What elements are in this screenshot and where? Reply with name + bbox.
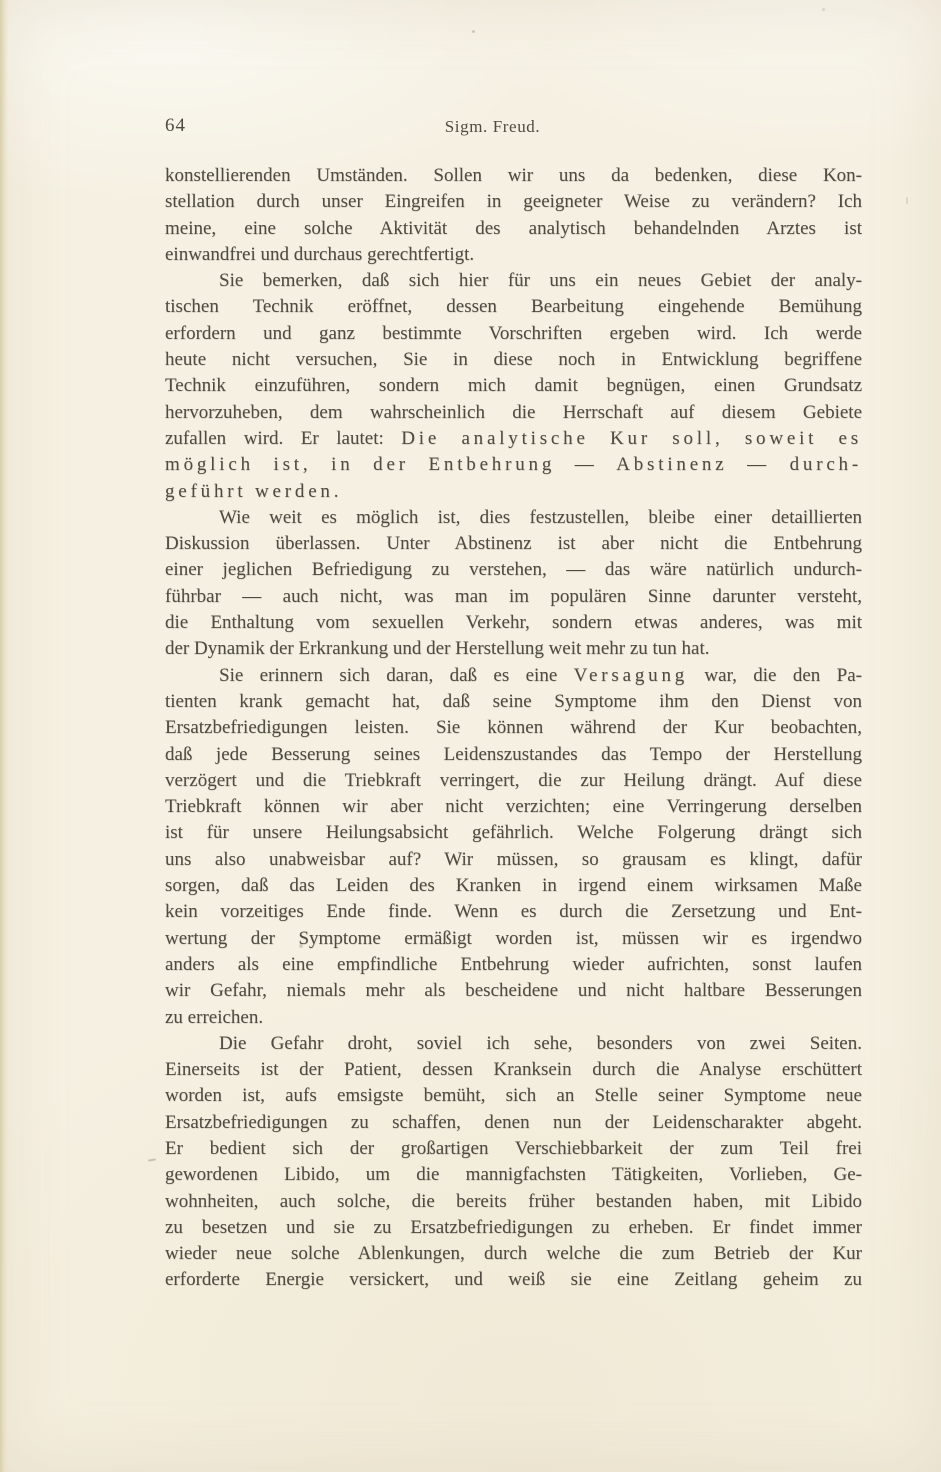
text-segment: zufallen wird. Er lautet: <box>165 427 402 449</box>
text-line <box>165 1083 862 1109</box>
text-segment: sorgen, daß das Leiden des Kranken in irgend einem wirksamen Maße <box>165 875 862 897</box>
text-line <box>165 1189 862 1215</box>
text-line <box>165 189 862 215</box>
letterspaced-emphasis-text: möglich ist, in der Entbehrung — Abstinenz — durch- <box>165 454 862 476</box>
text-segment: stellation durch unser Eingreifen in geeigneter Weise zu verändern? Ich <box>165 191 862 213</box>
text-line <box>165 689 862 715</box>
paragraph <box>165 505 862 663</box>
letterspaced-emphasis-text: geführt werden. <box>165 480 343 502</box>
text-segment: führbar — auch nicht, was man im populären Sinne darunter versteht, <box>165 585 862 607</box>
running-head: Sigm. Freud. <box>444 117 541 136</box>
text-segment: ist für unsere Heilungsabsicht gefährlich. Welche Folgerung drängt sich <box>165 822 862 844</box>
text-segment: gewordenen Libido, um die mannigfachsten Tätigkeiten, Vorlieben, Ge- <box>165 1164 862 1186</box>
text-line <box>165 715 862 741</box>
paper-speck <box>148 1158 156 1161</box>
letterspaced-emphasis-text: Die analytische Kur soll, soweit es <box>401 427 862 449</box>
text-line <box>165 952 862 978</box>
text-line <box>165 1031 862 1057</box>
text-segment: daß jede Besserung seines Leidenszustandes das Tempo der Herstellung <box>165 743 862 765</box>
text-segment: kein vorzeitiges Ende finde. Wenn es durch die Zersetzung und Ent- <box>165 901 862 923</box>
text-segment: der Dynamik der Erkrankung und der Herstellung weit mehr zu tun hat. <box>165 638 710 660</box>
text-line <box>165 426 862 452</box>
paragraph <box>165 1031 862 1294</box>
text-line <box>165 242 862 268</box>
text-line <box>165 820 862 846</box>
text-line <box>165 584 862 610</box>
text-line <box>165 1136 862 1162</box>
text-line <box>165 1057 862 1083</box>
text-segment: Die Gefahr droht, soviel ich sehe, besonders von zwei Seiten. <box>219 1032 862 1054</box>
text-line <box>165 926 862 952</box>
text-segment: zu erreichen. <box>165 1006 264 1028</box>
text-segment: wertung der Symptome ermäßigt worden ist, müssen wir es irgendwo <box>165 927 862 949</box>
text-line <box>165 347 862 373</box>
paper-speck <box>299 944 303 948</box>
text-line <box>165 663 862 689</box>
text-line <box>165 294 862 320</box>
text-line <box>165 505 862 531</box>
text-segment: war, die den Pa- <box>688 664 862 686</box>
text-segment: wir Gefahr, niemals mehr als bescheidene und nicht haltbare Besserungen <box>165 980 862 1002</box>
text-line <box>165 794 862 820</box>
text-segment: Triebkraft können wir aber nicht verzichten; eine Verringerung derselben <box>165 796 862 818</box>
text-segment: anders als eine empfindliche Entbehrung wieder aufrichten, sonst laufen <box>165 953 862 975</box>
text-segment: uns also unabweisbar auf? Wir müssen, so grausam es klingt, dafür <box>165 848 862 870</box>
text-segment: meine, eine solche Aktivität des analytisch behandelnden Arztes ist <box>165 217 862 239</box>
text-line <box>165 768 862 794</box>
text-line <box>165 1005 862 1031</box>
text-line <box>165 268 862 294</box>
text-segment: Sie bemerken, daß sich hier für uns ein neues Gebiet der analy- <box>219 270 862 292</box>
text-segment: konstellierenden Umständen. Sollen wir uns da bedenken, diese Kon- <box>165 165 862 186</box>
text-segment: Wie weit es möglich ist, dies festzustellen, bleibe einer detaillierten <box>219 506 862 528</box>
text-line <box>165 1267 862 1293</box>
text-line <box>165 742 862 768</box>
text-line <box>165 452 862 478</box>
body-text <box>165 163 862 1294</box>
text-line <box>165 978 862 1004</box>
text-line <box>165 899 862 925</box>
text-line <box>165 1215 862 1241</box>
text-segment: Ersatzbefriedigungen leisten. Sie können während der Kur beobachten, <box>165 717 862 739</box>
text-segment: tischen Technik eröffnet, dessen Bearbeitung eingehende Bemühung <box>165 296 862 318</box>
paper-speck <box>472 30 475 33</box>
text-segment: Er bedient sich der großartigen Verschiebbarkeit der zum Teil frei <box>165 1137 862 1159</box>
paper-speck <box>906 197 908 204</box>
text-line <box>165 557 862 583</box>
text-line <box>165 1241 862 1267</box>
text-line <box>165 163 862 189</box>
text-line <box>165 1162 862 1188</box>
text-segment: hervorzuheben, dem wahrscheinlich die Herrschaft auf diesem Gebiete <box>165 401 862 423</box>
text-segment: Sie erinnern sich daran, daß es eine <box>219 664 574 686</box>
text-line <box>165 636 862 662</box>
text-segment: Diskussion überlassen. Unter Abstinenz ist aber nicht die Entbehrung <box>165 533 862 555</box>
paragraph <box>165 163 862 268</box>
text-segment: heute nicht versuchen, Sie in diese noch in Entwicklung begriffene <box>165 349 862 371</box>
text-segment: Technik einzuführen, sondern mich damit begnügen, einen Grundsatz <box>165 375 862 397</box>
text-segment: wieder neue solche Ablenkungen, durch welche die zum Betrieb der Kur <box>165 1243 862 1265</box>
text-segment: einer jeglichen Befriedigung zu verstehen, — das wäre natürlich undurch- <box>165 559 862 581</box>
text-segment: tienten krank gemacht hat, daß seine Symptome ihm den Dienst von <box>165 690 862 712</box>
text-segment: Ersatzbefriedigungen zu schaffen, denen nun der Leidenscharakter abgeht. <box>165 1111 862 1133</box>
text-segment: worden ist, aufs emsigste bemüht, sich an Stelle seiner Symptome neue <box>165 1085 862 1107</box>
paragraph <box>165 268 862 505</box>
page-number: 64 <box>165 115 186 136</box>
text-segment: zu besetzen und sie zu Ersatzbefriedigungen zu erheben. Er findet immer <box>165 1216 862 1238</box>
paragraph <box>165 663 862 1031</box>
text-line <box>165 400 862 426</box>
text-line <box>165 216 862 242</box>
text-segment: verzögert und die Triebkraft verringert, die zur Heilung drängt. Auf diese <box>165 769 862 791</box>
page-header <box>165 112 862 140</box>
letterspaced-emphasis-text: Versagung <box>573 664 689 686</box>
text-line <box>165 847 862 873</box>
text-line <box>165 479 862 505</box>
text-segment: erfordern und ganz bestimmte Vorschriften ergeben wird. Ich werde <box>165 322 862 344</box>
text-segment: erforderte Energie versickert, und weiß sie eine Zeitlang geheim zu <box>165 1269 862 1291</box>
paper-speck <box>822 8 825 11</box>
text-line <box>165 373 862 399</box>
text-line <box>165 1110 862 1136</box>
text-segment: wohnheiten, auch solche, die bereits früher bestanden haben, mit Libido <box>165 1190 862 1212</box>
page-left-edge-shadow <box>0 0 8 1472</box>
text-segment: einwandfrei und durchaus gerechtfertigt. <box>165 243 475 265</box>
text-line <box>165 873 862 899</box>
text-segment: die Enthaltung vom sexuellen Verkehr, sondern etwas anderes, was mit <box>165 612 862 634</box>
text-line <box>165 321 862 347</box>
text-line <box>165 610 862 636</box>
text-segment: Einerseits ist der Patient, dessen Kranksein durch die Analyse erschüttert <box>165 1059 862 1081</box>
text-line <box>165 531 862 557</box>
